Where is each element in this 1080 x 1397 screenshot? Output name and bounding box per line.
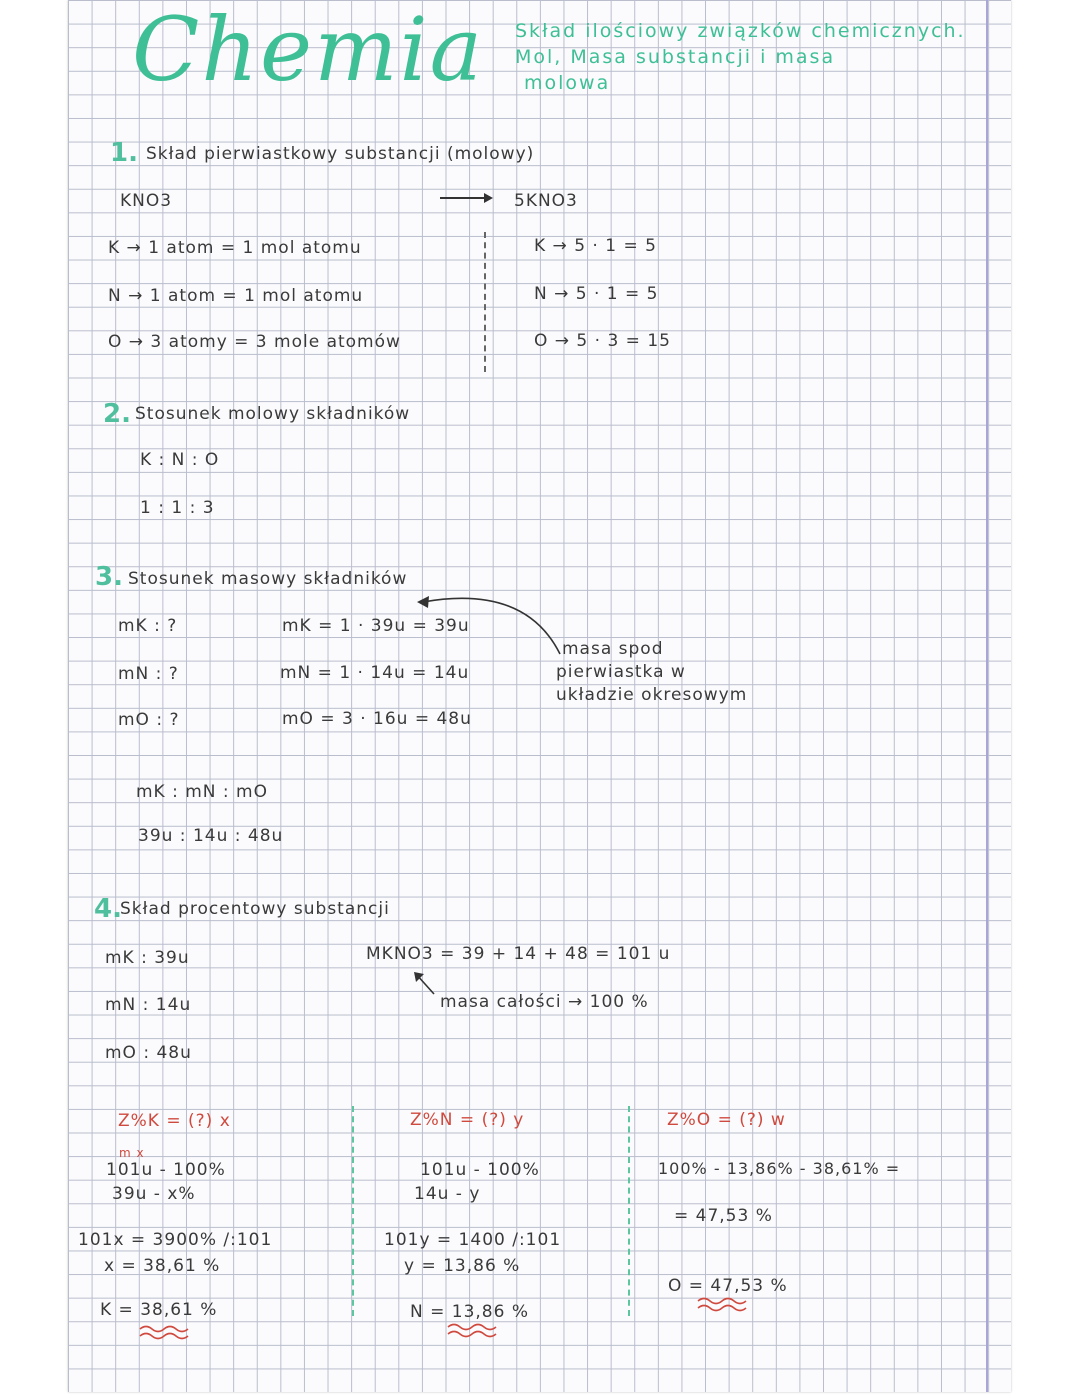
section-1-number: 1. xyxy=(110,138,138,168)
col-k-title: Z%K = (?) x xyxy=(118,1111,231,1131)
col-n-title: Z%N = (?) y xyxy=(410,1110,525,1130)
s4-mass-row: mO : 48u xyxy=(105,1043,192,1063)
formula-left: KNO3 xyxy=(120,191,173,211)
s1-right-row: N → 5 · 1 = 5 xyxy=(534,284,659,304)
section-4-number: 4. xyxy=(94,894,122,924)
col-o-line-2: = 47,53 % xyxy=(674,1206,773,1226)
s3-left-row: mK : ? xyxy=(118,616,178,636)
curved-arrow-icon xyxy=(415,592,565,662)
s2-ratio-labels: K : N : O xyxy=(140,450,220,470)
s1-left-row: N → 1 atom = 1 mol atomu xyxy=(108,286,364,306)
col-o-line-1: 100% - 13,86% - 38,61% = xyxy=(658,1159,901,1178)
col-k-line-2: 39u - x% xyxy=(112,1184,196,1204)
s3-ratio-values: 39u : 14u : 48u xyxy=(138,826,284,846)
formula-right: 5KNO3 xyxy=(514,191,578,211)
subtitle-line-3: molowa xyxy=(524,72,611,94)
s2-ratio-values: 1 : 1 : 3 xyxy=(140,498,215,518)
section-2-heading: Stosunek molowy składników xyxy=(135,404,411,424)
s3-left-row: mO : ? xyxy=(118,710,180,730)
col-n-eq-1: 101y = 1400 /:101 xyxy=(384,1230,562,1250)
section-3-heading: Stosunek masowy składników xyxy=(128,569,408,589)
arrow-right-icon xyxy=(484,193,493,203)
col-n-line-2: 14u - y xyxy=(414,1184,481,1204)
s4-mass-row: mN : 14u xyxy=(105,995,192,1015)
section-2-number: 2. xyxy=(103,399,131,429)
s3-right-row: mK = 1 · 39u = 39u xyxy=(282,616,470,636)
col-k-eq-1: 101x = 3900% /:101 xyxy=(78,1230,273,1250)
s4-total-note: masa całości → 100 % xyxy=(440,992,649,1012)
col-n-eq-2: y = 13,86 % xyxy=(404,1256,521,1276)
underline-squiggle xyxy=(446,1322,502,1338)
section-3-number: 3. xyxy=(95,562,123,592)
col-n-result: N = 13,86 % xyxy=(410,1302,529,1322)
s1-left-row: O → 3 atomy = 3 mole atomów xyxy=(108,332,401,352)
section-4-heading: Skład procentowy substancji xyxy=(120,899,390,919)
col-o-title: Z%O = (?) w xyxy=(667,1110,786,1130)
s1-left-row: K → 1 atom = 1 mol atomu xyxy=(108,238,362,258)
s4-total: MKNO3 = 39 + 14 + 48 = 101 u xyxy=(366,944,671,964)
s1-right-row: K → 5 · 1 = 5 xyxy=(534,236,657,256)
s3-left-row: mN : ? xyxy=(118,664,179,684)
divider xyxy=(352,1106,354,1316)
col-k-line-1: 101u - 100% xyxy=(106,1160,226,1180)
col-n-line-1: 101u - 100% xyxy=(420,1160,540,1180)
col-o-result: O = 47,53 % xyxy=(668,1276,788,1296)
s1-right-row: O → 5 · 3 = 15 xyxy=(534,331,671,351)
underline-squiggle xyxy=(696,1296,752,1312)
margin-line xyxy=(986,0,988,1392)
col-k-markers: m x xyxy=(119,1146,145,1160)
col-k-result: K = 38,61 % xyxy=(100,1300,218,1320)
arrow-line xyxy=(440,197,484,199)
subtitle-line-2: Mol, Masa substancji i masa xyxy=(515,46,836,68)
s4-mass-row: mK : 39u xyxy=(105,948,190,968)
s3-ratio-labels: mK : mN : mO xyxy=(136,782,268,802)
page-title: Chemia xyxy=(132,0,485,101)
s3-right-row: mN = 1 · 14u = 14u xyxy=(280,663,470,683)
section-1-heading: Skład pierwiastkowy substancji (molowy) xyxy=(146,144,535,164)
s3-right-row: mO = 3 · 16u = 48u xyxy=(282,709,472,729)
s3-note-line-1: masa spod xyxy=(562,639,664,659)
subtitle-line-1: Skład ilościowy związków chemicznych. xyxy=(515,20,966,42)
divider xyxy=(628,1106,630,1316)
s3-note-line-3: układzie okresowym xyxy=(556,685,748,705)
divider xyxy=(484,232,486,372)
col-k-eq-2: x = 38,61 % xyxy=(104,1256,221,1276)
arrow-up-left-icon xyxy=(412,970,436,996)
s3-note-line-2: pierwiastka w xyxy=(556,662,686,682)
underline-squiggle xyxy=(138,1324,194,1340)
